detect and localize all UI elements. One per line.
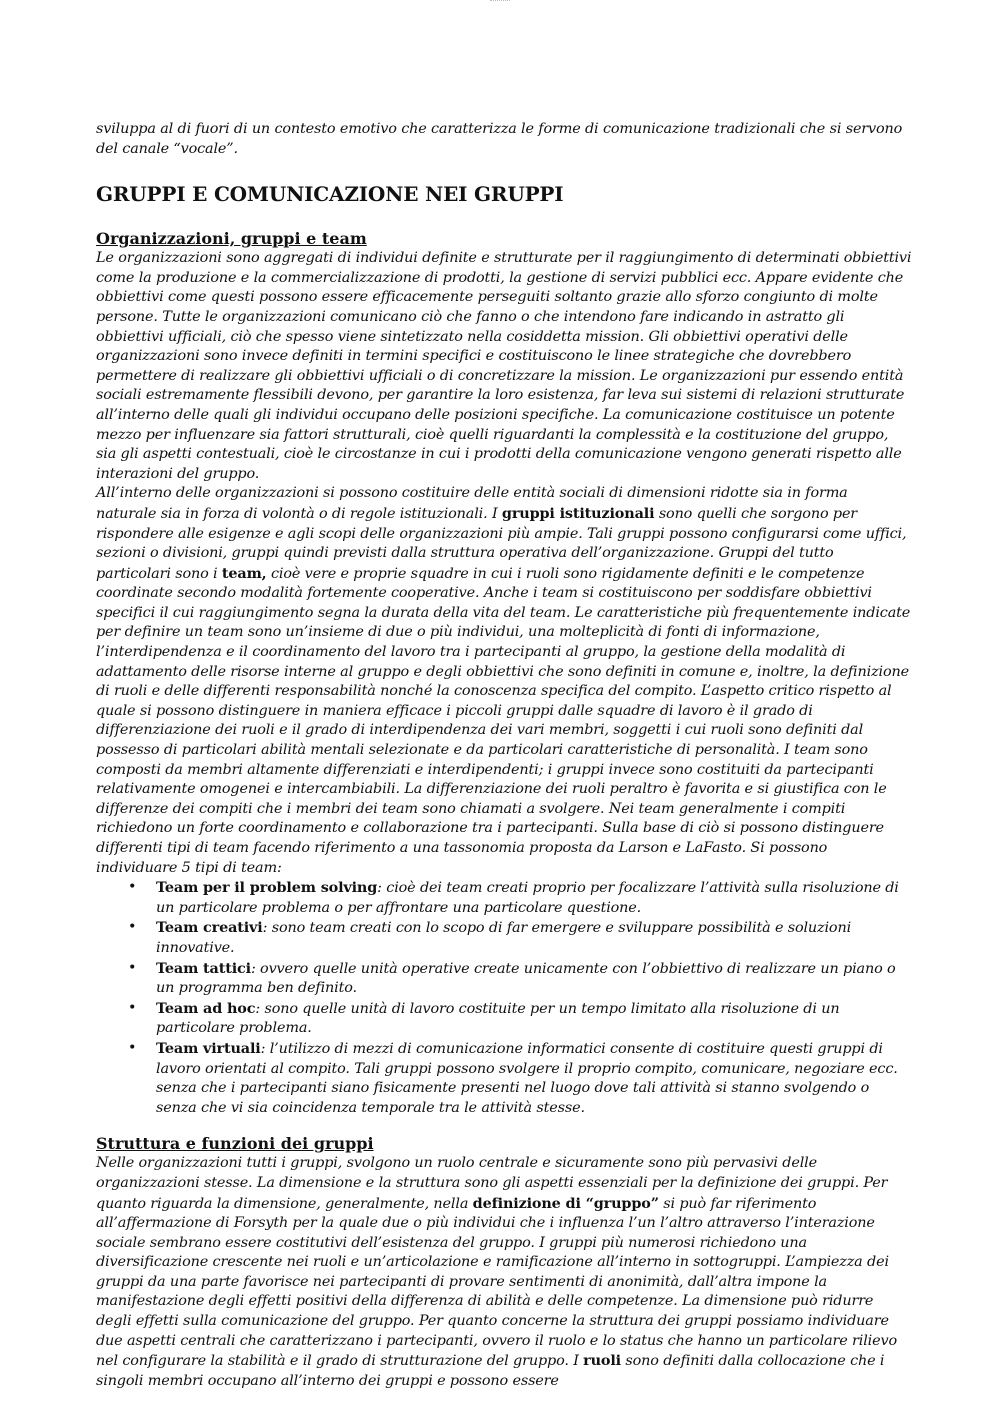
text-run: sono quelli che sorgono per rispondere alle esigenze e agli scopi delle organizzazioni più ampie. Tali gruppi possono configurarsi come uffici, sezioni o divisioni, gruppi quindi previsti dalla struttura operativa dell’organizzazione. Gruppi del tutto particolari sono i — [96, 505, 907, 582]
term-ruoli: ruoli — [583, 1352, 621, 1370]
team-type-desc: : cioè dei team creati proprio per focalizzare l’attività sulla risoluzione di un particolare problema o per affrontare una particolare questione. — [156, 880, 899, 916]
page-top-mark — [490, 0, 510, 3]
paragraph-organizzazioni-2 — [96, 484, 912, 878]
team-type-term: Team ad hoc — [156, 999, 256, 1017]
bullet-icon: • — [128, 879, 137, 896]
bullet-icon: • — [128, 999, 137, 1016]
bullet-icon: • — [128, 1039, 137, 1056]
list-item — [128, 1039, 912, 1118]
team-type-desc: : l’utilizzo di mezzi di comunicazione informatici consente di costituire questi gruppi di lavoro orientati al compito. Tali gruppi possono svolgere il proprio compito, comunicare, negoziare ecc. senza che i partecipanti siano fisicamente presenti nel luogo dove tali attività si stanno svolgendo o senza che vi sia coincidenza temporale tra le attività stesse. — [156, 1040, 898, 1116]
paragraph-organizzazioni-1: Le organizzazioni sono aggregati di individui definite e strutturate per il raggiungimento di determinati obbiettivi come la produzione e la commercializzazione di prodotti, la gestione di servizi pubblici ecc. Appare evidente che obbiettivi come questi possono essere efficacemente perseguiti soltanto grazie allo sforzo congiunto di molte persone. Tutte le organizzazioni comunicano ciò che fanno o che intendono fare indicando in astratto gli obbiettivi ufficiali, ciò che spesso viene sintetizzato nella cosiddetta mission. Gli obbiettivi operativi delle organizzazioni sono invece definiti in termini specifici e costituiscono le linee strategiche che dovrebbero permettere di realizzare gli obbiettivi ufficiali o di concretizzare la mission. Le organizzazioni pur essendo entità sociali estremamente flessibili devono, per garantire la loro esistenza, far leva sui sistemi di relazioni strutturate all’interno delle quali gli individui occupano delle posizioni specifiche. La comunicazione costituisce un potente mezzo per influenzare sia fattori strutturali, cioè quelli riguardanti la complessità e la costituzione del gruppo, sia gli aspetti contestuali, cioè le circostanze in cui i prodotti della comunicazione vengono generati rispetto alle interazioni del gruppo. — [96, 250, 912, 482]
list-item — [128, 999, 912, 1039]
list-item — [128, 918, 912, 958]
heading-struttura: Struttura e funzioni dei gruppi — [96, 1134, 374, 1154]
team-type-term: Team per il problem solving — [156, 879, 378, 897]
team-type-term: Team tattici — [156, 959, 251, 977]
team-type-desc: : sono quelle unità di lavoro costituite per un tempo limitato alla risoluzione di un particolare problema. — [156, 1000, 840, 1037]
team-type-term: Team creativi — [156, 919, 263, 937]
section-title: GRUPPI E COMUNICAZIONE NEI GRUPPI — [96, 182, 564, 207]
term-team: team, — [221, 564, 267, 582]
team-type-desc: : ovvero quelle unità operative create unicamente con l’obbiettivo di realizzare un piano o un programma ben definito. — [156, 960, 896, 997]
text-run: All’interno delle organizzazioni si possono costituire delle entità sociali di dimensioni ridotte sia in forma naturale sia in forza di volontà o di regole istituzionali. I — [96, 485, 848, 522]
document-page — [96, 120, 912, 1391]
text-run: cioè vere e proprie squadre in cui i ruoli sono rigidamente definiti e le competenze coordinate secondo modalità fortemente cooperative. Anche i team si costituiscono per soddisfare obbiettivi specifici il cui raggiungimento segna la durata della vita del team. Le caratteristiche più frequentemente indicate per definire un team sono un’insieme di due o più individui, una molteplicità di fonti di informazione, l’interdipendenza e il coordinamento del lavoro tra i partecipanti al gruppo, la gestione della modalità di adattamento delle risorse interne al gruppo e degli obbiettivi che sono definiti in comune e, inoltre, la definizione di ruoli e delle differenti responsabilità nonché la conoscenza specifica del compito. L’aspetto critico rispetto al quale si possono distinguere in maniera efficace i piccoli gruppi dalle squadre di lavoro è il grado di differenziazione dei ruoli e il grado di interdipendenza dei vari membri, soggetti i cui ruoli sono definiti dal possesso di particolari abilità mentali selezionate e da particolari caratteristiche di personalità. I team sono composti da membri altamente differenziati e interdipendenti; i gruppi invece sono costituiti da partecipanti relativamente omogenei e intercambiabili. La differenziazione dei ruoli peraltro è favorita e si giustifica con le differenze dei compiti che i membri dei team sono chiamati a svolgere. Nei team generalmente i compiti richiedono un forte coordinamento e collaborazione tra i partecipanti. Sulla base di ciò si possono distinguere differenti tipi di team facendo riferimento a una tassonomia proposta da Larson e LaFasto. Si possono individuare 5 tipi di team: — [96, 565, 911, 876]
text-run: si può far riferimento all’affermazione di Forsyth per la quale due o più individui che i influenza l’un l’altro attraverso l’interazione sociale sembrano essere costitutivi dell’esistenza del gruppo. I gruppi più numerosi richiedono una diversificazione crescente nei ruoli e un’articolazione e ramificazione all’interno in sottogruppi. L’ampiezza dei gruppi da una parte favorisce nei partecipanti di provare sentimenti di anonimità, dall’altra impone la manifestazione degli effetti positivi della differenza di abilità e delle competenze. La dimensione può ridurre degli effetti sulla comunicazione del gruppo. Per quanto concerne la struttura dei gruppi possiamo individuare due aspetti centrali che caratterizzano i partecipanti, ovvero il ruolo e lo status che hanno un particolare rilievo nel configurare la stabilità e il grado di strutturazione del gruppo. I — [96, 1195, 897, 1370]
term-definizione-gruppo: definizione di “gruppo” — [472, 1194, 659, 1212]
intro-paragraph: sviluppa al di fuori di un contesto emotivo che caratterizza le forme di comunicazione tradizionali che si servono del canale “vocale”. — [96, 121, 903, 157]
term-gruppi-istituzionali: gruppi istituzionali — [501, 504, 655, 522]
paragraph-struttura — [96, 1154, 912, 1391]
team-type-desc: : sono team creati con lo scopo di far emergere e sviluppare possibilità e soluzioni innovative. — [156, 920, 852, 956]
heading-organizzazioni: Organizzazioni, gruppi e team — [96, 229, 367, 249]
team-types-list — [96, 878, 912, 1118]
text-run: Nelle organizzazioni tutti i gruppi, svolgono un ruolo centrale e sicuramente sono più pervasivi delle organizzazioni stesse. La dimensione e la struttura sono gli aspetti essenziali per la definizione dei gruppi. Per quanto riguarda la dimensione, generalmente, nella — [96, 1155, 888, 1212]
list-item — [128, 878, 912, 918]
list-item — [128, 959, 912, 999]
bullet-icon: • — [128, 959, 137, 976]
team-type-term: Team virtuali — [156, 1039, 261, 1057]
bullet-icon: • — [128, 919, 137, 936]
text-run: sono definiti dalla collocazione che i singoli membri occupano all’interno dei gruppi e possono essere — [96, 1353, 885, 1389]
